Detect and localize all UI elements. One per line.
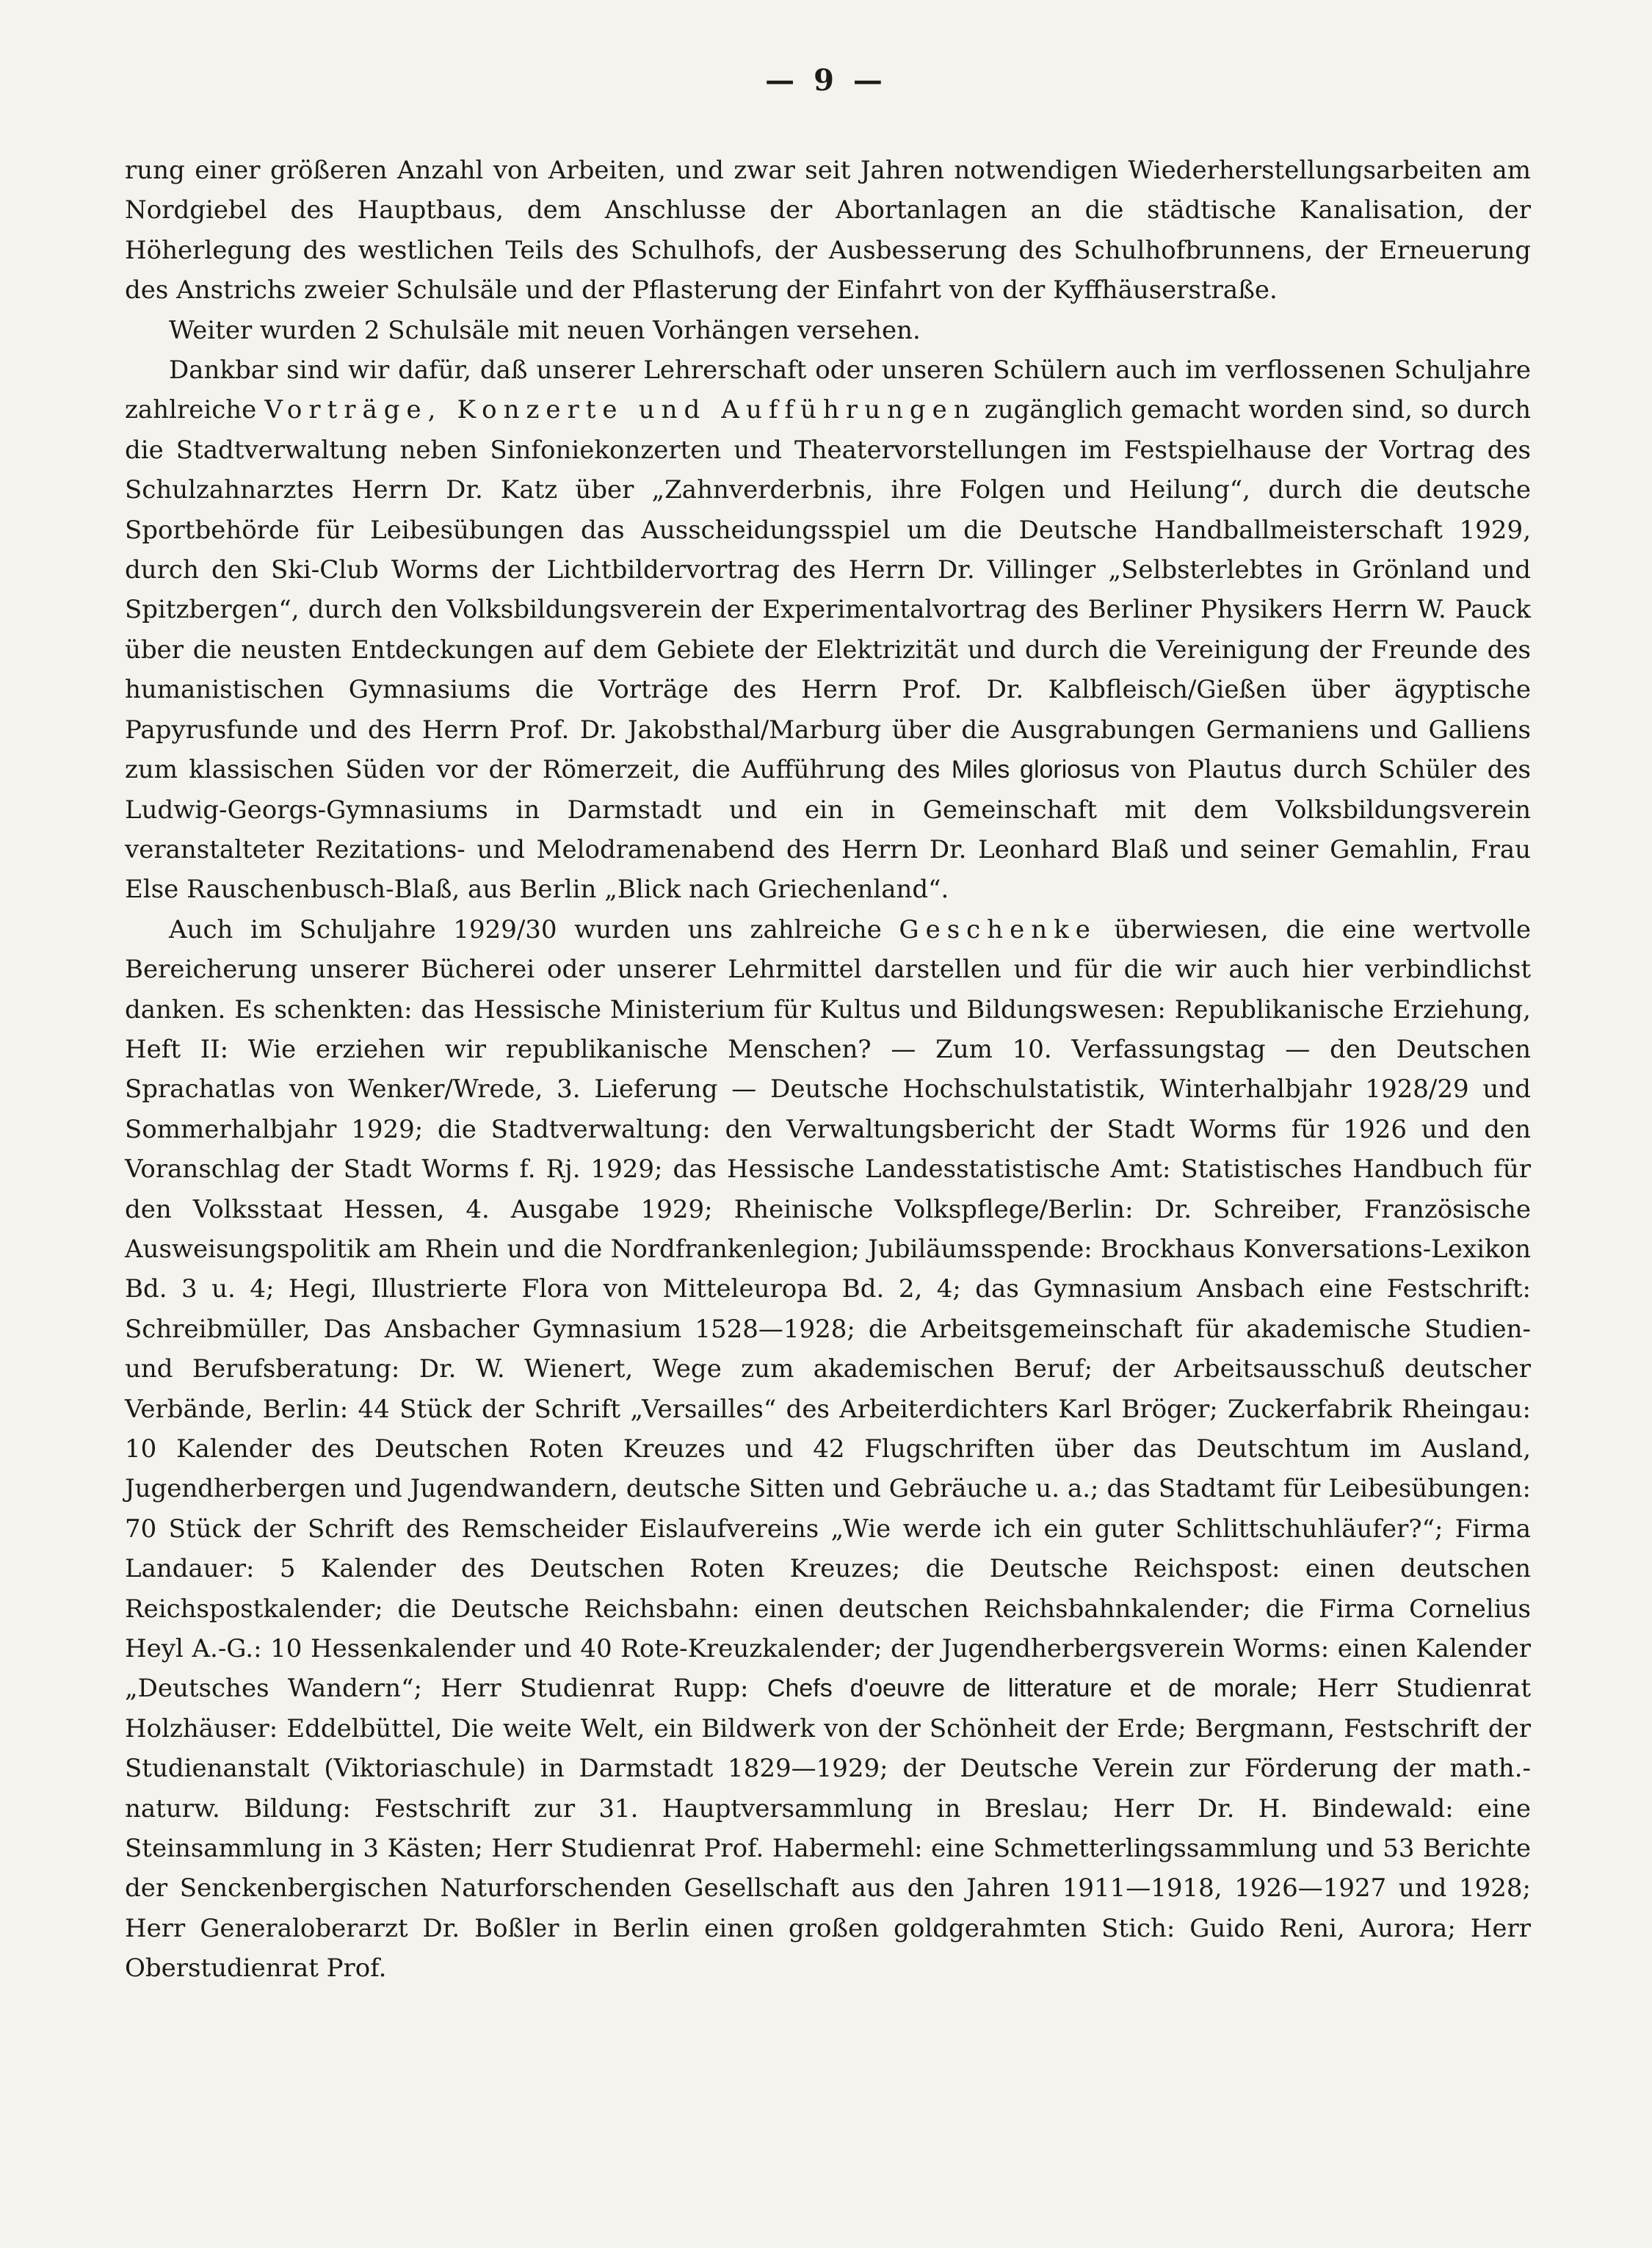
text-segment: von Plautus durch Schüler des Ludwig-Georgs-Gymnasiums in Darmstadt und ein in Gemeinschaft mit dem Volksbildungsverein veranstalteter Rezitations- und Melodramenabend des Herrn Dr. Leonhard Blaß und seiner Gemahlin, Frau Else Rauschenbusch-Blaß, aus Berlin „Blick nach Griechenland“. [125, 755, 1532, 905]
latin-title: Miles gloriosus [951, 756, 1120, 784]
text-segment: Weiter wurden 2 Schulsäle mit neuen Vorhängen versehen. [169, 315, 921, 345]
page-number: — 9 — [765, 63, 887, 98]
emphasis-spaced: Vorträge, Konzerte und Aufführungen [264, 395, 977, 425]
text-segment: ; Herr Studienrat Holzhäuser: Eddelbüttel, Die weite Welt, ein Bildwerk von der Schönheit der Erde; Bergmann, Festschrift der Studienanstalt (Viktoriaschule) in Darmstadt 1829—1929; der Deutsche Verein zur Förderung der math.-naturw. Bildung: Festschrift zur 31. Hauptversammlung in Breslau; Herr Dr. H. Bindewald: eine Steinsammlung in 3 Kästen; Herr Studienrat Prof. Habermehl: eine Schmetterlingssammlung und 53 Berichte der Senckenbergischen Naturforschenden Gesellschaft aus den Jahren 1911—1918, 1926—1927 und 1928; Herr Generaloberarzt Dr. Boßler in Berlin einen großen goldgerahmten Stich: Guido Reni, Aurora; Herr Oberstudienrat Prof. [125, 1674, 1531, 1984]
paragraph-2 [125, 311, 1531, 350]
latin-title: Chefs d'oeuvre de litterature et de morale [767, 1674, 1290, 1703]
paragraph-3 [125, 350, 1531, 910]
text-segment: zugänglich gemacht worden sind, so durch die Stadtverwaltung neben Sinfoniekonzerten und Theatervorstellungen im Festspielhause der Vortrag des Schulzahnarztes Herrn Dr. Katz über „Zahnverderbnis, ihre Folgen und Heilung“, durch die deutsche Sportbehörde für Leibesübungen das Ausscheidungsspiel um die Deutsche Handballmeisterschaft 1929, durch den Ski-Club Worms der Lichtbildervortrag des Herrn Dr. Villinger „Selbsterlebtes in Grönland und Spitzbergen“, durch den Volksbildungsverein der Experimentalvortrag des Berliner Physikers Herrn W. Pauck über die neusten Entdeckungen auf dem Gebiete der Elektrizität und durch die Vereinigung der Freunde des humanistischen Gymnasiums die Vorträge des Herrn Prof. Dr. Kalbfleisch/Gießen über ägyptische Papyrusfunde und des Herrn Prof. Dr. Jakobsthal/Marburg über die Ausgrabungen Germaniens und Galliens zum klassischen Süden vor der Römerzeit, die Aufführung des [125, 395, 1531, 785]
text-segment: Auch im Schuljahre 1929/30 wurden uns zahlreiche [169, 914, 899, 944]
text-segment: Dankbar sind wir dafür, daß unserer Lehrerschaft oder unseren Schülern auch im verflossenen Schuljahre zahlreiche [125, 355, 1531, 425]
paragraph-4 [125, 910, 1531, 1989]
emphasis-spaced: Geschenke [899, 914, 1097, 944]
text-segment: rung einer größeren Anzahl von Arbeiten, und zwar seit Jahren notwendigen Wiederherstellungsarbeiten am Nordgiebel des Hauptbaus, dem Anschlusse der Abortanlagen an die städtische Kanalisation, der Höherlegung des westlichen Teils des Schulhofs, der Ausbesserung des Schulhofbrunnens, der Erneuerung des Anstrichs zweier Schulsäle und der Pflasterung der Einfahrt von der Kyffhäuserstraße. [125, 156, 1531, 306]
body-text [125, 151, 1531, 1989]
paragraph-1 [125, 151, 1531, 311]
text-segment: überwiesen, die eine wertvolle Bereicherung unserer Bücherei oder unserer Lehrmittel darstellen und für die wir auch hier verbindlichst danken. Es schenkten: das Hessische Ministerium für Kultus und Bildungswesen: Republikanische Erziehung, Heft II: Wie erziehen wir republikanische Menschen? — Zum 10. Verfassungstag — den Deutschen Sprachatlas von Wenker/Wrede, 3. Lieferung — Deutsche Hochschulstatistik, Winterhalbjahr 1928/29 und Sommerhalbjahr 1929; die Stadtverwaltung: den Verwaltungsbericht der Stadt Worms für 1926 und den Voranschlag der Stadt Worms f. Rj. 1929; das Hessische Landesstatistische Amt: Statistisches Handbuch für den Volksstaat Hessen, 4. Ausgabe 1929; Rheinische Volkspflege/Berlin: Dr. Schreiber, Französische Ausweisungspolitik am Rhein und die Nordfrankenlegion; Jubiläumsspende: Brockhaus Konversations-Lexikon Bd. 3 u. 4; Hegi, Illustrierte Flora von Mitteleuropa Bd. 2, 4; das Gymnasium Ansbach eine Festschrift: Schreibmüller, Das Ansbacher Gymnasium 1528—1928; die Arbeitsgemeinschaft für akademische Studien- und Berufsberatung: Dr. W. Wienert, Wege zum akademischen Beruf; der Arbeitsausschuß deutscher Verbände, Berlin: 44 Stück der Schrift „Versailles“ des Arbeiterdichters Karl Bröger; Zuckerfabrik Rheingau: 10 Kalender des Deutschen Roten Kreuzes und 42 Flugschriften über das Deutschtum im Ausland, Jugendherbergen und Jugendwandern, deutsche Sitten und Gebräuche u. a.; das Stadtamt für Leibesübungen: 70 Stück der Schrift des Remscheider Eislaufvereins „Wie werde ich ein guter Schlittschuhläufer?“; Firma Landauer: 5 Kalender des Deutschen Roten Kreuzes; die Deutsche Reichspost: einen deutschen Reichspostkalender; die Deutsche Reichsbahn: einen deutschen Reichsbahnkalender; die Firma Cornelius Heyl A.-G.: 10 Hessenkalender und 40 Rote-Kreuzkalender; der Jugendherbergsverein Worms: einen Kalender „Deutsches Wandern“; Herr Studienrat Rupp: [125, 914, 1531, 1704]
